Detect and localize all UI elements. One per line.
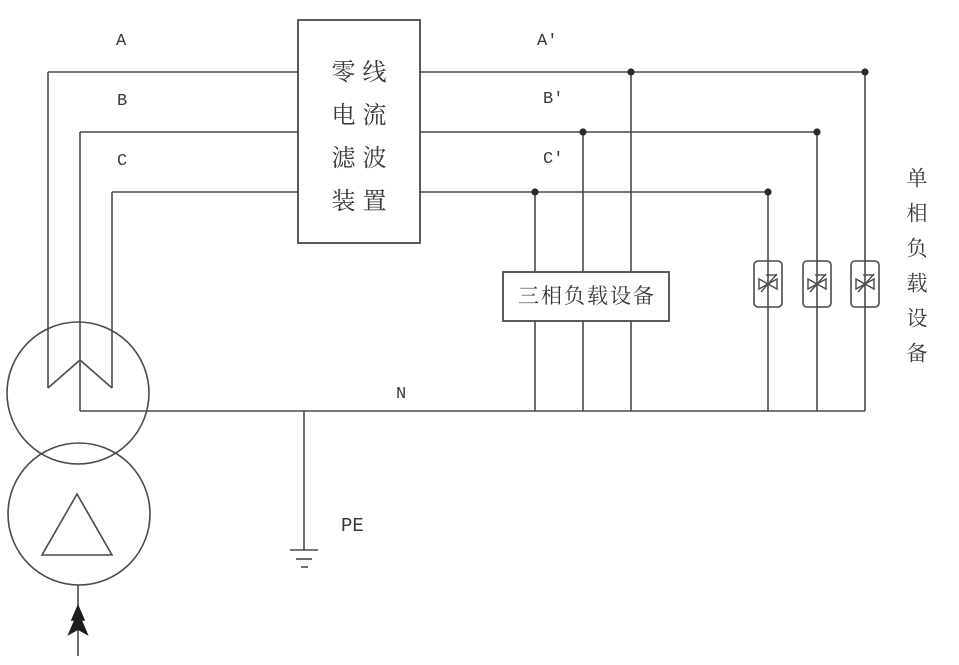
- connection-dot: [813, 128, 820, 135]
- filter-label-row: 零线: [331, 57, 394, 86]
- filter-device-label: [298, 50, 420, 222]
- ground-icon: [290, 550, 318, 567]
- single-phase-load-label: 单相负载设备: [904, 167, 928, 377]
- connection-dot: [627, 68, 634, 75]
- three-phase-load-label: 三相负载设备: [518, 284, 656, 308]
- phase-c-label: C: [117, 152, 128, 171]
- neutral-label: N: [396, 385, 407, 404]
- connection-dot: [764, 188, 771, 195]
- phase-b-label: B: [117, 92, 128, 111]
- filter-label-row: 滤波: [331, 143, 394, 172]
- phase-b-out-label: B′: [543, 90, 564, 109]
- supply-arrow-icon: [69, 606, 87, 634]
- delta-winding-icon: [42, 494, 112, 555]
- phase-a-label: A: [116, 32, 127, 51]
- connection-dot: [531, 188, 538, 195]
- filter-label-row: 装置: [331, 186, 394, 215]
- phase-c-out-label: C′: [543, 150, 564, 169]
- filter-label-row: 电流: [331, 100, 394, 129]
- phase-a-wire: [48, 72, 298, 388]
- connection-dot: [579, 128, 586, 135]
- phase-a-out-label: A′: [537, 32, 558, 51]
- pe-label: PE: [341, 515, 364, 537]
- connection-dot: [861, 68, 868, 75]
